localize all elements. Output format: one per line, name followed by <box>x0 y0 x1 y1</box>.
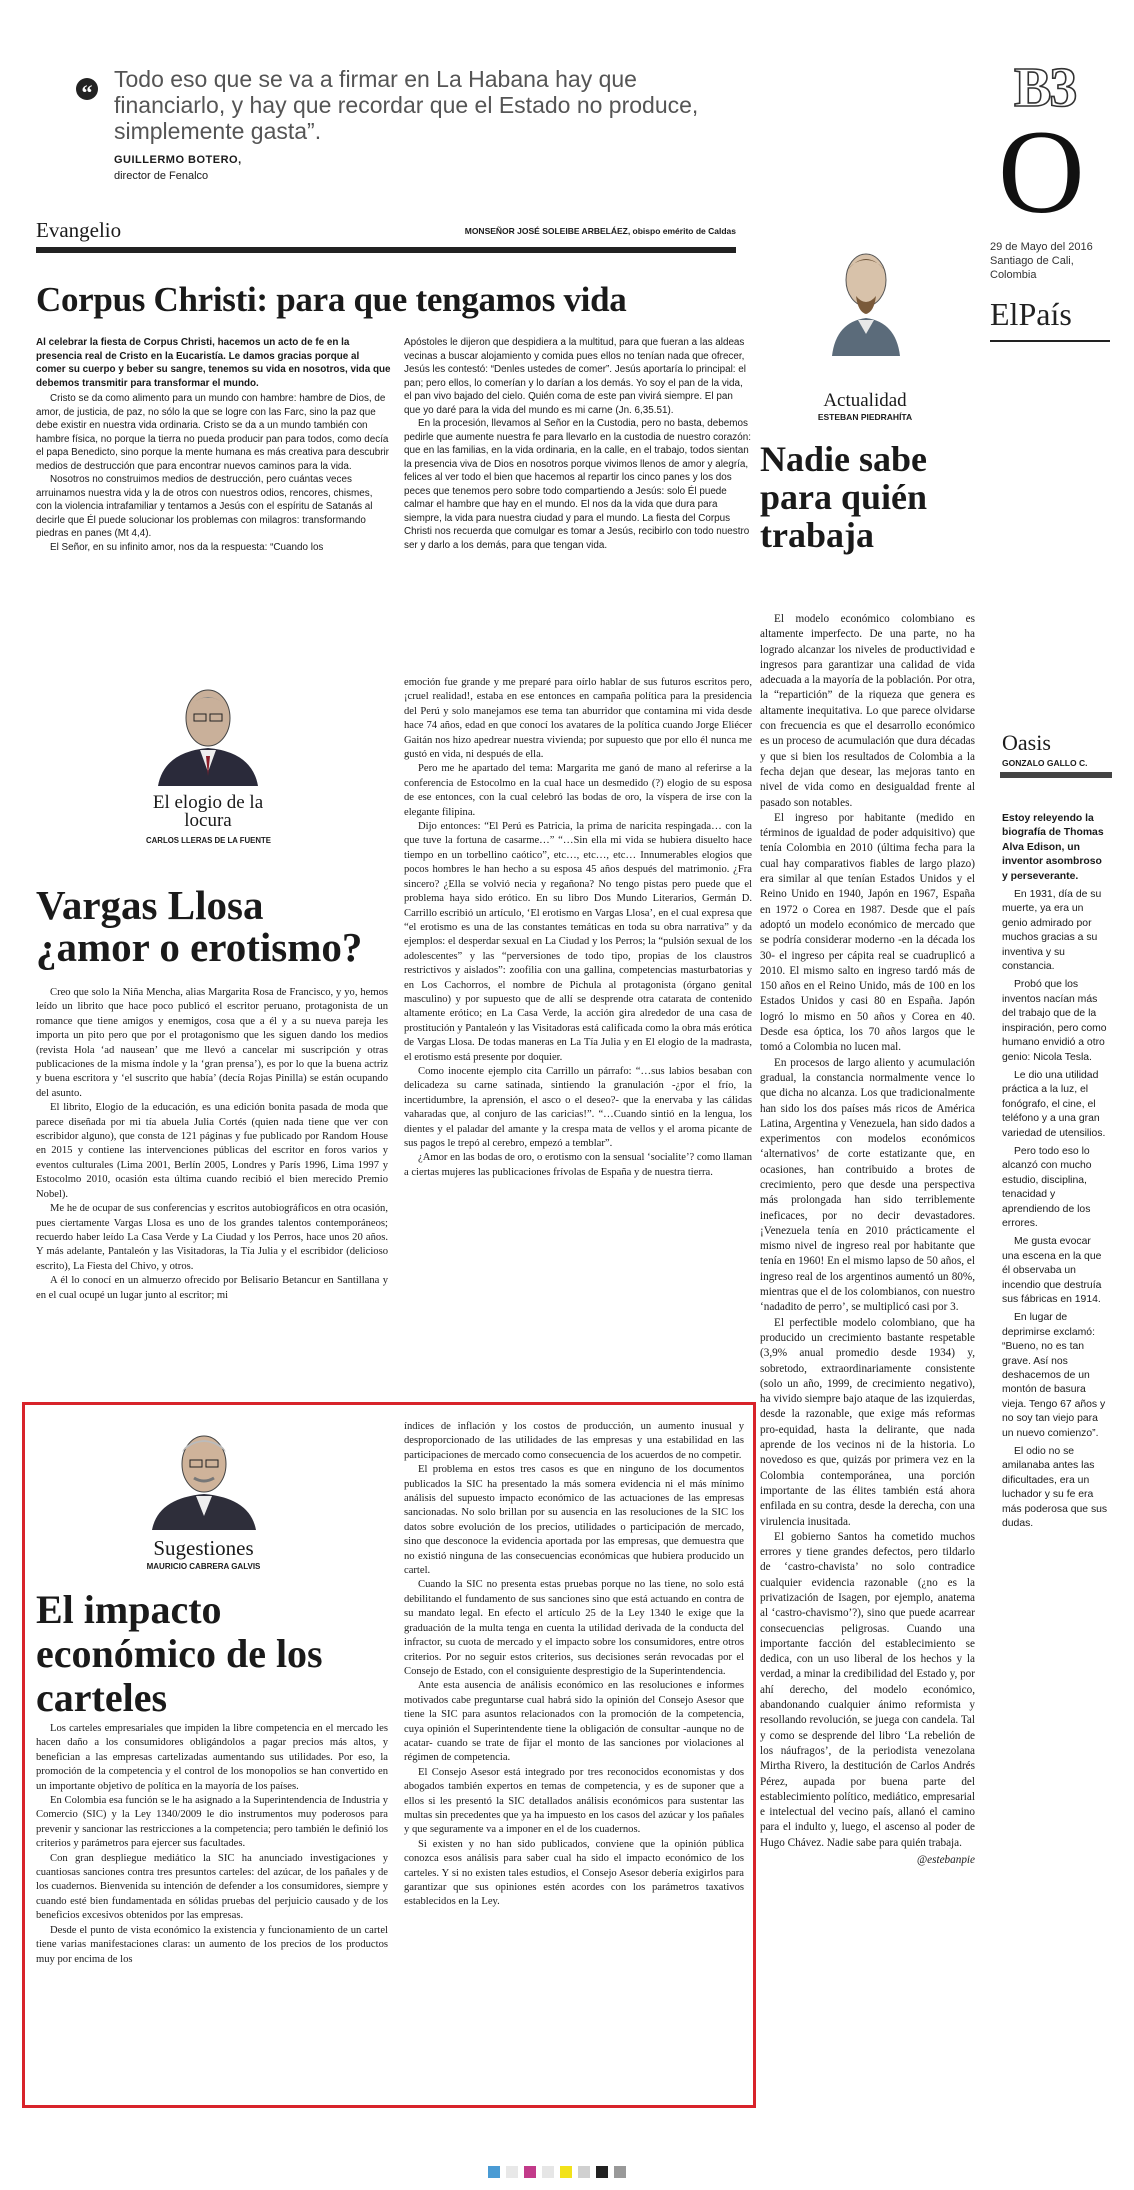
oasis-para: En lugar de deprimirse exclamó: “Bueno, no es tan grave. Así nos deshacemos de un montón de basura vieja. Tengo 67 años y no soy tan viejo para un nuevo comienzo”. <box>1002 1312 1106 1439</box>
column-author: CARLOS LLERAS DE LA FUENTE <box>146 836 271 845</box>
elogio-para: Pero me he apartado del tema: Margarita me ganó de mano al referirse a la conferencia de Estocolmo en la cual hace un desmedido (?) elogio de su esposa de ese entonces, con la cual celebró las bodas de oro, la víspera de irse con la elegante filipina. <box>404 763 752 818</box>
sugestiones-para: índices de inflación y los costos de producción, un aumento inusual y desproporcionado de las utilidades de las empresas y una estabilidad en las participaciones de mercado como consecuencia de los acuerdos de no competir. <box>404 1421 744 1461</box>
sugestiones-para: Ante esta ausencia de análisis económico en las resoluciones e informes motivados cabe preguntarse cual habrá sido la opinión del Consejo Asesor que tiene la SIC para asuntos relacionados con la promoción de la competencia, cuya opinión el Superintendente tiene la obligación de consultar -aunque no de acatar- cuando se trate de fijar el monto de las sanciones por violaciones al régimen de competencia. <box>404 1680 744 1764</box>
elogio-para: El librito, Elogio de la educación, es una edición bonita pasada de moda que parece diseñada por mi tía abuela Julia Cortés (quien nada tiene que ver con escribidor alguno), que consta de 121 páginas y fue publicado por Random House en 2015 y contiene las intervenciones públicas del escritor en foros varios y eventos culturales (Lima 2001, Berlín 2005, Londres y París 1996, Lima 1997 y Estocolmo 2010, ocasión esta última cuando recibió el bien merecido Premio Nobel). <box>36 1102 388 1200</box>
actualidad-para: En procesos de largo aliento y acumulación gradual, la constancia normalmente vence lo que dicha no alcanza. Los que tradicionalmente han sido los dos países más ricos de América Latina, Argentina y Venezuela, han sido dados a experimentos con modelos económicos ‘alternativos’ de corte estatizante que, en ocasiones, han contribuido a brotes de crecimiento, pero que desde una perspectiva más prolongada han sido terriblemente ineficaces, por no decir devastadores. ¡Venezuela tenía en 2010 prácticamente el mismo nivel de ingreso real por habitante que tenía en 1960! En el mismo lapso de 50 años, el ingreso real de los argentinos aumentó un 80%, mientras que el de los colombianos, con nuestro ‘nadadito de perro’, se multiplicó casi por 3. <box>760 1056 975 1314</box>
masthead <box>990 57 1110 370</box>
oasis-para: Pero todo eso lo alcanzó con mucho estudio, disciplina, tenacidad y aprendiendo de los errores. <box>1002 1145 1092 1229</box>
sugestiones-headline: El impacto económico de los carteles <box>36 1587 323 1720</box>
sugestiones-para: En Colombia esa función se le ha asignado a la Superintendencia de Industria y Comercio (SIC) y la Ley 1340/2009 le dio instrumentos muy poderosos para prevenir y sancionar las restricciones a la competencia; pero también le definió los criterios y parámetros para ejercer sus facultades. <box>36 1795 388 1850</box>
column-author: ESTEBAN PIEDRAHÍTA <box>817 412 913 422</box>
column-title: Actualidad <box>823 390 907 411</box>
color-registration-bar <box>488 2166 626 2180</box>
evangelio-col1 <box>36 336 391 554</box>
oasis-para: El odio no se amilanaba antes las dificultades, era un luchador y su fe era más poderosa que sus dudas. <box>1002 1446 1108 1530</box>
section-label: Evangelio <box>36 218 122 242</box>
actualidad-para: El perfectible modelo colombiano, que ha producido un crecimiento bastante respetable (3,9% anual promedio desde 1934) y, sobretodo, extraordinariamente consistente (solo un año, 1999, de crecimiento negativo), ha vivido siempre bajo ataque de las izquierdas, desde la razonable, que exige más reformas pro-equidad, hasta la delirante, que nada aprende de los vecinos ni de la historia. Lo novedoso es que, quizás por primera vez en la Colombia contemporánea, una porción importante de las élites también está ahora enfilada en su contra, desde la derecha, con una virulencia inusitada. <box>760 1316 975 1528</box>
quote-mark-icon: “ <box>76 78 98 100</box>
oasis-para: En 1931, día de su muerte, ya era un genio admirado por muchos gracias a su inventiva y su constancia. <box>1002 889 1102 973</box>
color-swatch <box>560 2166 572 2178</box>
elogio-para: ¿Amor en las bodas de oro, o erotismo con la sensual ‘socialite’? como llaman a ciertas mujeres las publicaciones frívolas de España y de nuestra tierra. <box>404 1152 752 1178</box>
actualidad-para: El modelo económico colombiano es altamente imperfecto. De una parte, no ha logrado alcanzar los niveles de productividad e ingresos para garantizar una calidad de vida adecuada a la mayoría de la población. Por otra, la “repartición” de la riqueza que genera es altamente inequitativa. Lo que parece olvidarse con frecuencia es que el desarrollo económico es un proceso de acumulación que dura décadas y que si bien los resultados de Colombia a la fecha dejan que desear, las mejoras tanto en nivel de vida como en desigualdad frente al pasado son notables. <box>760 613 975 809</box>
author-photo <box>146 1420 261 1530</box>
evangelio-header <box>36 218 736 258</box>
column-title: El elogio de la locura <box>152 792 264 831</box>
color-swatch <box>614 2166 626 2178</box>
evangelio-para: Cristo se da como alimento para un mundo con hambre: hambre de Dios, de amor, de justicia, de paz, no sólo la que se logre con las Farc, sino la paz que debe existir en nuestra vida ordinaria. Cristo se da a un mundo también con hambre física, no porque la tierra no pueda producir pan para todos, como decía el papa Benedicto, sino porque la mente humana es más creativa para descubrir medios de destrucción que para encontrar nuevos caminos para la vida. <box>36 393 389 472</box>
evangelio-headline: Corpus Christi: para que tengamos vida <box>36 280 627 319</box>
elogio-header <box>36 676 391 866</box>
evangelio-byline: MONSEÑOR JOSÉ SOLEIBE ARBELÁEZ, obispo emérito de Caldas <box>464 226 736 236</box>
paper-logo: ElPaís <box>990 296 1072 332</box>
evangelio-para: Apóstoles le dijeron que despidiera a la multitud, para que fueran a las aldeas vecinas a buscar alojamiento y comida pues ellos no tenían nada que ofrecer, Jesús les contestó: “Denles ustedes de comer”. Jesús aportaría lo principal: el pan; pero ellos, lo comerían y lo darían a los demás. Yo soy el pan de la vida, el pan vivo bajado del cielo. Quién coma de este pan vivirá siempre. El pan que yo daré para la vida del mundo es mi carne (Jn. 6,35.51). <box>404 337 746 416</box>
section-number: B3 <box>1014 57 1076 119</box>
author-photo <box>148 676 268 786</box>
actualidad-para: El ingreso por habitante (medido en términos de igualdad de poder adquisitivo) que tenía Colombia en 2010 (última fecha para la cual hay comparativos fiables de largo plazo) era similar al que tenían Estados Unidos y el Reino Unido en 1940, Japón en 1967, España en 1972 o Corea en 1987. Desde que el país adoptó un modelo económico de mercado que se podría considerar moderno -en la década los 30- el ingreso per cápita real se cuadruplicó a 2010. El mismo salto en ingreso tardó más de 150 años en el Reino Unido, más de 100 en los Estados Unidos y casi 80 en España. Japón logró lo mismo en 50 años y Corea en 40. Desde esa óptica, los 70 años largos que le tomó a Colombia no lucen mal. <box>760 811 975 1054</box>
evangelio-para: El Señor, en su infinito amor, nos da la respuesta: “Cuando los <box>50 541 324 553</box>
sugestiones-para: Si existen y no han sido publicados, conviene que la opinión pública conozca esos análisis para saber cual ha sido el impacto económico de los carteles. Y si no existen tales estudios, el Consejo Asesor debería exigirlos para garantizar que sus opiniones estén acordes con los parámetros taxativos establecidos en la Ley. <box>404 1838 744 1908</box>
oasis-para: Le dio una utilidad práctica a la luz, el fonógrafo, el cine, el teléfono y a una gran variedad de utensilios. <box>1002 1069 1106 1139</box>
sugestiones-para: Cuando la SIC no presenta estas pruebas porque no las tiene, no solo está debilitando el fundamento de sus sanciones sino que está actuando en contra de su mandato legal. En efecto el artículo 25 de la Ley 1340 le exige que la graduación de la multa tenga en cuenta la utilidad derivada de la conducta del infractor, su cuota de mercado y el impacto sobre los consumidores, entre otros criterios. Por no seguir estos criterios, sus decisiones serán revocadas por el Consejo de Estado, con el consiguiente desprestigio de la Superintendencia. <box>404 1579 744 1677</box>
elogio-para: A él lo conocí en un almuerzo ofrecido por Belisario Betancur en Santillana y en el cual ocupé un lugar junto al escritor; mi <box>36 1275 388 1301</box>
evangelio-lead: Al celebrar la fiesta de Corpus Christi, hacemos un acto de fe en la presencia real de Cristo en la Eucaristía. Le damos gracias porque al comer su cuerpo y beber su sangre, tenemos su vida en nosotros, vida que debemos transmitir para transformar el mundo. <box>36 337 391 389</box>
sugestiones-header <box>36 1420 366 1590</box>
section-rule <box>36 247 736 253</box>
sugestiones-para: Con gran despliegue mediático la SIC ha anunciado investigaciones y cuantiosas sanciones contra tres presuntos carteles: del azúcar, de los pañales y de los cuadernos. Bienvenida su intención de defender a los consumidores, siempre y cuando esté bien fundamentada en sólidas pruebas del perjuicio causado y de los beneficios excesivos obtenidos por las empresas. <box>36 1852 388 1922</box>
oasis-para: Probó que los inventos nacían más del trabajo que de la inspiración, pero como humano envidió a otro genio: Nicola Tesla. <box>1002 979 1107 1063</box>
edition-date: 29 de Mayo del 2016 Santiago de Cali, Colombia <box>990 241 1093 281</box>
oasis-column <box>1000 730 1112 1690</box>
quote-author: GUILLERMO BOTERO, <box>114 154 242 166</box>
elogio-para: emoción fue grande y me preparé para oírlo hablar de sus futuros escritos pero, ¡cruel realidad!, estaba en ese entonces en campaña política para la presidencia del Perú y solo manejamos ese tema tan aburridor que contamina mi vida desde hace 74 años, edad en que conocí los avatares de la política cuando Jorge Eliécer Gaitán nos hizo apedrear nuestra vivienda; por supuesto que por ello él nunca me gustó en vida, ni después de ella. <box>404 677 752 761</box>
actualidad-headline: Nadie sabe para quién trabaja <box>760 439 928 555</box>
color-swatch <box>596 2166 608 2178</box>
actualidad-header <box>760 236 970 436</box>
sugestiones-col1 <box>36 1722 388 1967</box>
oasis-title: Oasis <box>1002 730 1051 755</box>
actualidad-para: El gobierno Santos ha cometido muchos errores y tiene grandes defectos, pero tildarlo de ‘castro-chavista’ no solo contradice cualquier evidencia razonable (¿no es la privatización de Isagen, por ejemplo, anatema al ‘castro-chavismo’?), sino que puede acarrear consecuencias peligrosas. Cuando una importante facción del establecimiento se dedica, con un uso liberal de los hechos y la verdad, a minar la credibilidad del Estado y, por ahí derecho, del modelo económico, abandonando cualquier ánimo reformista y resollando revolución, se juega con candela. Tal y como se desprende del libro ‘La rebelión de los náufragos’, de la periodista venezolana Mirtha Rivero, la destitución de Carlos Andrés Pérez, aupada por buena parte del establecimiento político, mediático, empresarial e intelectual del vecino país, allanó el camino para el indulto y, luego, el ascenso al poder de Hugo Chávez. Nadie sabe para quién trabaja. <box>760 1530 975 1849</box>
column-title: Sugestiones <box>153 1536 254 1560</box>
evangelio-para: En la procesión, llevamos al Señor en la Custodia, pero no basta, debemos pedirle que aumente nuestra fe para llevarlo en la custodia de nuestro corazón: que en las familias, en la vida ordinaria, en la calle, en el trabajo, todos sientan la presencia viva de Dios en nosotros porque vivimos llenos de amor y alegría, felices al ver todo el bien que hacemos al repartir los cinco panes y los dos peces que tenemos pero sobre todo compartiendo a Jesús: solo Él puede calmar el hambre que hay en el mundo. El nos da la vida que dura para siempre, la vida para nuestra ciudad y para el mundo. La fiesta del Corpus Christi nos recuerda que comulgar es tomar a Jesús, recibirlo con todo nuestro ser y darlo a los demás, para que tengan vida. <box>404 418 751 551</box>
elogio-headline: Vargas Llosa ¿amor o erotismo? <box>36 882 363 970</box>
author-photo <box>826 236 906 356</box>
author-portrait-icon <box>826 236 906 356</box>
elogio-col2 <box>404 676 752 1180</box>
elogio-para: Creo que solo la Niña Mencha, alias Margarita Rosa de Francisco, y yo, hemos leído un librito que hace poco publicó el escritor peruano, protagonista de un romance que tiene amigos y enemigos, cosa que a él y a su nueva pareja les importa un pito pero que por el protagonismo que les siguen dando los medios (revista Hola ‘ad nausean’ que me llevó a cancelar mi suscripción y otras publicaciones de la misma índole y la ‘gran prensa’), es por lo que la buena actriz y buena escritora y ‘el suscrito que había’ (decía Rojas Pinilla) se están ocupando del asunto. <box>36 987 388 1099</box>
oasis-rule <box>1000 772 1112 778</box>
author-portrait-icon <box>148 676 268 786</box>
oasis-author: GONZALO GALLO C. <box>1002 758 1088 768</box>
sugestiones-para: El Consejo Asesor está integrado por tres reconocidos economistas y dos abogados también expertos en temas de competencia, y es de suponer que a ellos si les presentó la SIC detallados análisis económicos para sustentar las multas sin precedentes que ya ha impuesto en los casos del azúcar y los pañales y que seguramente va a imponer en el de los cuadernos. <box>404 1766 744 1836</box>
oasis-para: Me gusta evocar una escena en la que él observaba un incendio que destruía sus fábricas en 1914. <box>1002 1236 1102 1305</box>
evangelio-para: Nosotros no construimos medios de destrucción, pero cuántas veces arruinamos nuestra vida y la de otros con nuestros odios, rencores, chismes, con la violencia intrafamiliar y tentamos a Jesús con el espíritu de Satanás al decirle que Él puede solucionar los problemas con milagros: transformando piedras en panes (Mt 4,4). <box>36 474 373 539</box>
elogio-para: Me he de ocupar de sus conferencias y escritos autobiográficos en otra ocasión, pues ciertamente Vargas Llosa es uno de los grandes talentos contemporáneos; recuerdo haber leído La Casa Verde y La Ciudad y los Perros, hace unos 20 años. Y más adelante, Pantaleón y las Visitadoras, la Tía Julia y el escribidor (delicioso escrito), La Fiesta del Chivo, y otros. <box>36 1203 388 1272</box>
masthead-rule <box>990 340 1110 342</box>
quote-text: Todo eso que se va a firmar en La Habana hay que financiarlo, y hay que recordar que el Estado no produce, simplemente gasta”. <box>114 66 699 144</box>
evangelio-col2 <box>404 336 752 552</box>
sugestiones-para: El problema en estos tres casos es que en ninguno de los documentos publicados la SIC ha presentado la más somera evidencia ni el más mínimo análisis del supuesto impacto económico de las actuaciones de las empresas sancionadas. No solo brillan por su ausencia en las resoluciones de la SIC los datos sobre evolución de los precios, utilidades o participación de mercado, sino que desconoce la evidencia aportada por las empresas, que demuestra que no existió ninguna de las consecuencias económicas que hubiera producido un cartel. <box>404 1464 744 1577</box>
elogio-col1 <box>36 986 388 1303</box>
color-swatch <box>524 2166 536 2178</box>
color-swatch <box>506 2166 518 2178</box>
color-swatch <box>488 2166 500 2178</box>
sugestiones-para: Los carteles empresariales que impiden la libre competencia en el mercado les hacen daño a los consumidores obligándolos a pagar precios más altos, y benefician a las empresas cartelizadas aumentando sus utilidades. Por eso, la promoción de la competencia y el control de los monopolios se han convertido en un importante objetivo de política en la mayoría de los países. <box>36 1723 388 1792</box>
elogio-para: Como inocente ejemplo cita Carrillo un párrafo: “…sus labios besaban con delicadeza su carne satinada, sintiendo la granulación -¿por el frío, la incertidumbre, la aprensión, el asco o el deseo?- que la enervaba y las cálidas vaharadas que, al conjuro de las caricias!”. “…Cuando sintió en la lengua, los dientes y el paladar del amante y la crespa mata de vellos y el aroma picante de sus pagos le trepó al cerebro, empezó a temblar”. <box>404 1065 752 1149</box>
sugestiones-para: Desde el punto de vista económico la existencia y funcionamiento de un cartel tiene varias manifestaciones claras: un aumento de los precios de los productos muy por encima de los <box>36 1924 388 1965</box>
oasis-body <box>1002 812 1110 1532</box>
elogio-para: Dijo entonces: “El Perú es Patricia, la prima de naricita respingada… con la que tuve la fortuna de casarme…” “…Sin ella mi vida se hubiera disuelto hace tiempo en un torbellino caótico”, etc…, etc…, etc… Innumerables elogios que pocos hombres le han hecho a su esposa 45 años después del matrimonio. ¿Fra sincero? ¿Ella se volvió necia y regañona? No tengo pistas pero puede que el problema haya sido erótico. En su libro Dos Mundo Literarios, Germán D. Carrillo escribió un artículo, ‘El erotismo en Vargas Llosa’, en el cual expresa que “el erotismo es una de las constantes temáticas en toda su obra narrativa” y da ejemplos: el desperdar sexual en La Ciudad y los Perros; la “pulsión sexual de los adolescentes” y las “perversiones de todo tipo, propias de los claustros restrictivos y aislados”: zoofilia con una gallina, competencias masturbatorias y en Los Cachorros, el nombre de Pichula al protagonista (órgano genital masculino) y por supuesto que de allí se desprende otra catarata de contenido altamente erótico; en La Casa Verde, la acción gira alrededor de una casa de prostitución y Pantaleón y las Visitadoras está calificada como la obra más erótica de Vargas Llosa. De todas maneras en La Tía Julia y en El elogio de la madrasta, el erotismo está presente por doquier. <box>404 821 752 1063</box>
column-author: MAURICIO CABRERA GALVIS <box>146 1562 261 1571</box>
sugestiones-col2 <box>404 1420 744 1910</box>
quote-role: director de Fenalco <box>114 170 209 182</box>
author-portrait-icon <box>146 1420 261 1530</box>
twitter-handle: @estebanpie <box>916 1854 975 1867</box>
top-quote <box>36 60 936 184</box>
actualidad-body <box>760 612 975 1868</box>
opinion-letter: O <box>998 105 1085 238</box>
color-swatch <box>578 2166 590 2178</box>
oasis-lead: Estoy releyendo la biografía de Thomas Alva Edison, un inventor asombroso y perseverante. <box>1002 813 1104 882</box>
color-swatch <box>542 2166 554 2178</box>
